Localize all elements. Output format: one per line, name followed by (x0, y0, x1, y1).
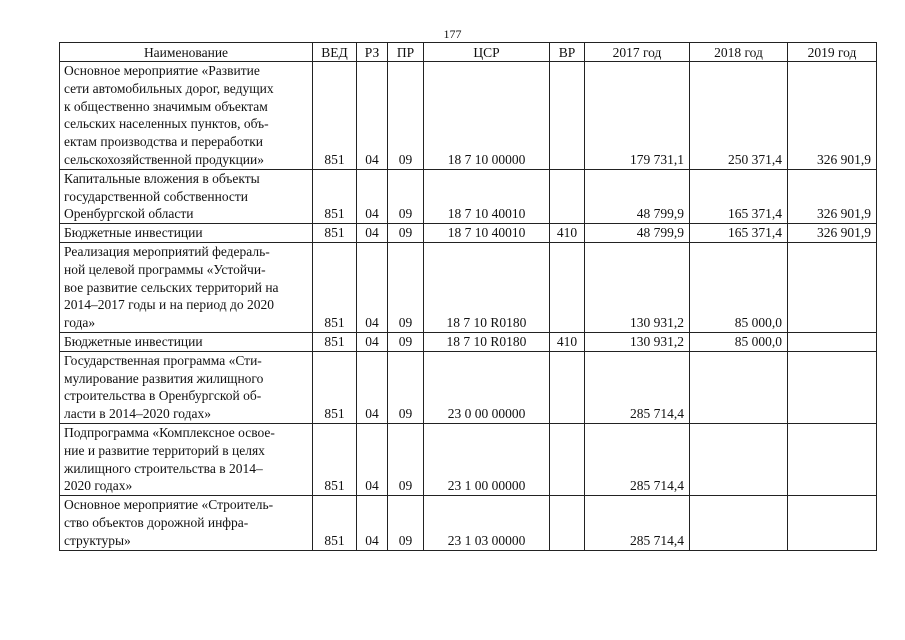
name-line: ство объектов дорожной инфра- (64, 514, 249, 530)
amount-2019-cell (788, 242, 877, 332)
amount-2017-cell: 48 799,9 (585, 224, 690, 243)
ved-cell: 851 (313, 351, 357, 423)
pr-cell: 09 (388, 224, 424, 243)
rz-cell: 04 (357, 351, 388, 423)
name-line: Государственная программа «Сти- (64, 352, 262, 368)
table-row (60, 332, 877, 351)
name-line: сельских населенных пунктов, объ- (64, 116, 269, 132)
name-cell (60, 496, 313, 550)
name-line: ние и развитие территорий в целях (64, 442, 265, 458)
amount-2018-cell (690, 351, 788, 423)
name-line: Оренбургской области (64, 206, 194, 222)
pr-cell: 09 (388, 169, 424, 223)
name-line: жилищного строительства в 2014– (64, 460, 263, 476)
amount-2019-cell (788, 351, 877, 423)
name-cell (60, 332, 313, 351)
vr-cell (550, 423, 585, 495)
csr-cell: 23 0 00 00000 (424, 351, 550, 423)
rz-cell: 04 (357, 242, 388, 332)
rz-cell: 04 (357, 496, 388, 550)
rz-cell: 04 (357, 423, 388, 495)
amount-2018-cell: 165 371,4 (690, 224, 788, 243)
name-line: структуры» (64, 532, 131, 548)
amount-2019-cell: 326 901,9 (788, 62, 877, 170)
col-header-2018: 2018 год (690, 43, 788, 62)
name-line: Бюджетные инвестиции (64, 225, 203, 241)
csr-cell: 18 7 10 R0180 (424, 332, 550, 351)
vr-cell: 410 (550, 224, 585, 243)
amount-2018-cell: 85 000,0 (690, 332, 788, 351)
name-line: 2020 годах» (64, 478, 133, 494)
table-row (60, 169, 877, 223)
rz-cell: 04 (357, 224, 388, 243)
ved-cell: 851 (313, 242, 357, 332)
col-header-csr: ЦСР (424, 43, 550, 62)
pr-cell: 09 (388, 496, 424, 550)
name-line: ной целевой программы «Устойчи- (64, 261, 266, 277)
col-header-pr: ПР (388, 43, 424, 62)
name-line: Бюджетные инвестиции (64, 333, 203, 349)
col-header-rz: РЗ (357, 43, 388, 62)
amount-2018-cell (690, 423, 788, 495)
ved-cell: 851 (313, 224, 357, 243)
name-cell (60, 351, 313, 423)
csr-cell: 23 1 03 00000 (424, 496, 550, 550)
col-header-vr: ВР (550, 43, 585, 62)
pr-cell: 09 (388, 332, 424, 351)
amount-2018-cell: 85 000,0 (690, 242, 788, 332)
name-line: сети автомобильных дорог, ведущих (64, 80, 274, 96)
name-line: к общественно значимым объектам (64, 98, 268, 114)
csr-cell: 18 7 10 R0180 (424, 242, 550, 332)
amount-2019-cell: 326 901,9 (788, 224, 877, 243)
csr-cell: 18 7 10 00000 (424, 62, 550, 170)
name-line: мулирование развития жилищного (64, 370, 264, 386)
name-cell (60, 423, 313, 495)
table-body (60, 62, 877, 551)
pr-cell: 09 (388, 423, 424, 495)
ved-cell: 851 (313, 332, 357, 351)
csr-cell: 18 7 10 40010 (424, 169, 550, 223)
name-cell (60, 169, 313, 223)
amount-2019-cell (788, 423, 877, 495)
name-line: сельскохозяйственной продукции» (64, 151, 264, 167)
name-line: Основное мероприятие «Развитие (64, 63, 260, 78)
amount-2019-cell: 326 901,9 (788, 169, 877, 223)
vr-cell: 410 (550, 332, 585, 351)
col-header-ved: ВЕД (313, 43, 357, 62)
name-line: 2014–2017 годы и на период до 2020 (64, 297, 274, 313)
vr-cell (550, 62, 585, 170)
amount-2017-cell: 179 731,1 (585, 62, 690, 170)
table-row (60, 423, 877, 495)
ved-cell: 851 (313, 423, 357, 495)
col-header-2017: 2017 год (585, 43, 690, 62)
name-line: государственной собственности (64, 188, 249, 204)
vr-cell (550, 169, 585, 223)
header-row (60, 43, 877, 62)
amount-2017-cell: 130 931,2 (585, 242, 690, 332)
amount-2018-cell (690, 496, 788, 550)
pr-cell: 09 (388, 62, 424, 170)
ved-cell: 851 (313, 496, 357, 550)
name-line: ласти в 2014–2020 годах» (64, 406, 212, 422)
table-row (60, 496, 877, 550)
name-line: строительства в Оренбургской об- (64, 388, 262, 404)
table-row (60, 62, 877, 170)
rz-cell: 04 (357, 62, 388, 170)
ved-cell: 851 (313, 62, 357, 170)
amount-2017-cell: 130 931,2 (585, 332, 690, 351)
budget-table (59, 42, 877, 551)
rz-cell: 04 (357, 169, 388, 223)
name-cell (60, 224, 313, 243)
vr-cell (550, 496, 585, 550)
col-header-2019: 2019 год (788, 43, 877, 62)
name-cell (60, 242, 313, 332)
name-line: вое развитие сельских территорий на (64, 279, 279, 295)
name-line: Капитальные вложения в объекты (64, 170, 260, 186)
amount-2019-cell (788, 332, 877, 351)
table-row (60, 224, 877, 243)
amount-2017-cell: 285 714,4 (585, 496, 690, 550)
amount-2017-cell: 285 714,4 (585, 423, 690, 495)
name-line: Реализация мероприятий федераль- (64, 243, 270, 259)
amount-2018-cell: 165 371,4 (690, 169, 788, 223)
amount-2018-cell: 250 371,4 (690, 62, 788, 170)
vr-cell (550, 242, 585, 332)
table-row (60, 242, 877, 332)
name-line: Подпрограмма «Комплексное освое- (64, 424, 275, 440)
csr-cell: 23 1 00 00000 (424, 423, 550, 495)
amount-2019-cell (788, 496, 877, 550)
pr-cell: 09 (388, 351, 424, 423)
pr-cell: 09 (388, 242, 424, 332)
rz-cell: 04 (357, 332, 388, 351)
name-cell (60, 62, 313, 170)
vr-cell (550, 351, 585, 423)
name-line: года» (64, 315, 96, 331)
name-line: ектам производства и переработки (64, 134, 264, 150)
amount-2017-cell: 285 714,4 (585, 351, 690, 423)
ved-cell: 851 (313, 169, 357, 223)
col-header-name: Наименование (60, 43, 313, 62)
name-line: Основное мероприятие «Строитель- (64, 497, 274, 513)
csr-cell: 18 7 10 40010 (424, 224, 550, 243)
table-row (60, 351, 877, 423)
page-number: 177 (443, 27, 462, 41)
amount-2017-cell: 48 799,9 (585, 169, 690, 223)
